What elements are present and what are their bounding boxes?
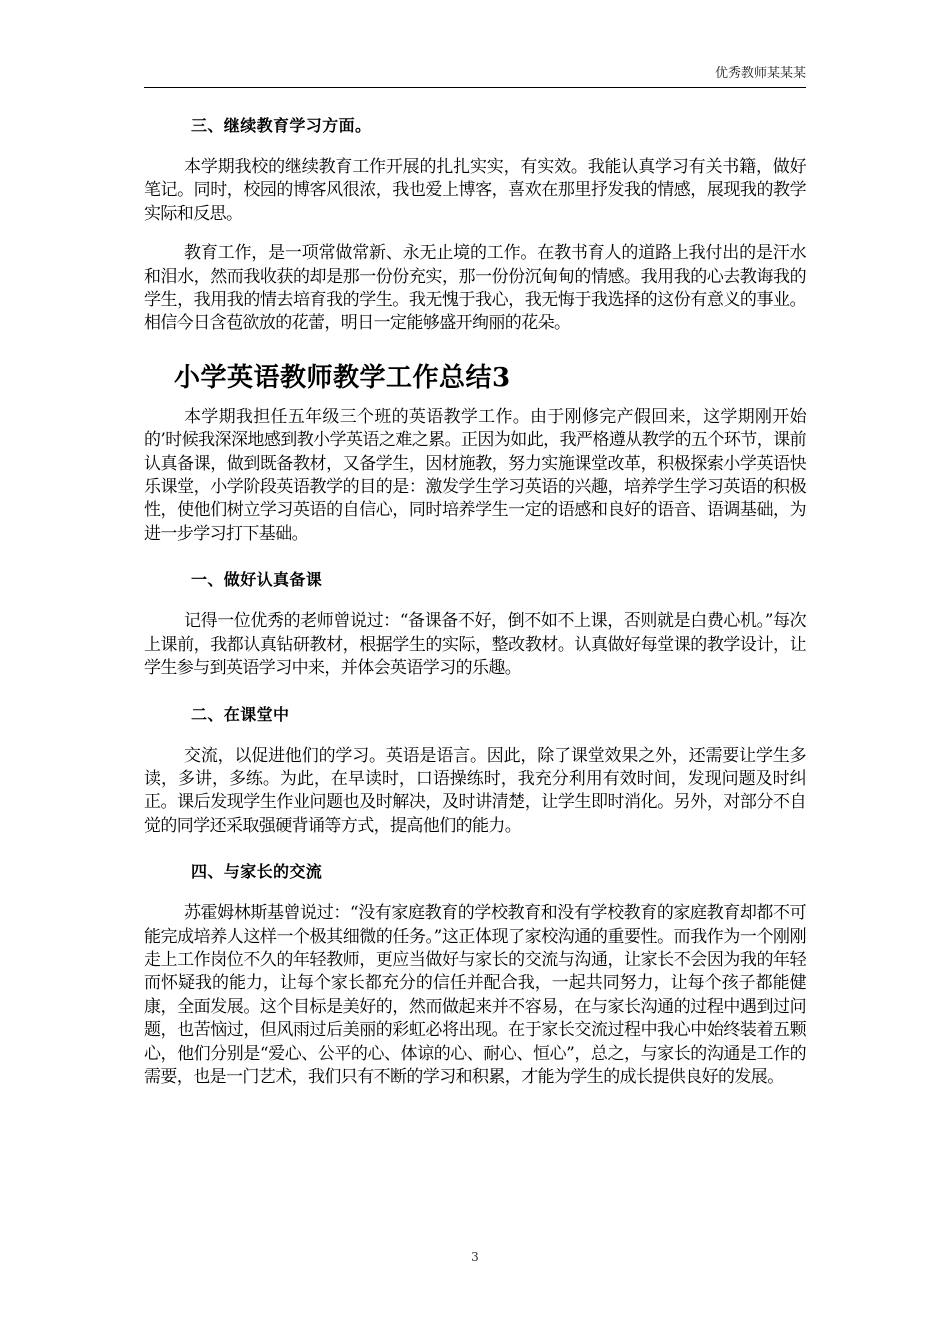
section-heading-lesson-prep: 一、做好认真备课 <box>191 570 323 590</box>
page-header-text: 优秀教师某某某 <box>714 66 806 81</box>
document-body <box>144 112 806 1089</box>
paragraph-lesson-prep: 记得一位优秀的老师曾说过：“备课备不好，倒不如不上课，否则就是白费心机。”每次上课前，我都认真钻研教材，根据学生的实际，整改教材。认真做好每堂课的教学设计，让学生参与到英语学习中来，并体会英语学习的乐趣。 <box>144 611 806 679</box>
document-main-title: 小学英语教师教学工作总结3 <box>174 362 511 393</box>
paragraph-in-class: 交流，以促进他们的学习。英语是语言。因此，除了课堂效果之外，还需要让学生多读，多讲，多练。为此，在早读时，口语操练时，我充分利用有效时间，发现问题及时纠正。课后发现学生作业问题也及时解决，及时讲清楚，让学生即时消化。另外，对部分不自觉的同学还采取强硬背诵等方式，提高他们的能力。 <box>144 745 806 836</box>
paragraph-education-work: 教育工作，是一项常做常新、永无止境的工作。在教书育人的道路上我付出的是汗水和泪水，然而我收获的却是那一份份充实，那一份份沉甸甸的情感。我用我的心去教诲我的学生，我用我的情去培育我的学生。我无愧于我心，我无悔于我选择的这份有意义的事业。相信今日含苞欲放的花蕾，明日一定能够盛开绚丽的花朵。 <box>144 243 806 334</box>
paragraph-continuing-education: 本学期我校的继续教育工作开展的扎扎实实，有实效。我能认真学习有关书籍，做好笔记。同时，校园的博客风很浓，我也爱上博客，喜欢在那里抒发我的情感，展现我的教学实际和反思。 <box>144 157 806 224</box>
section-heading-parent-communication: 四、与家长的交流 <box>191 862 323 882</box>
paragraph-intro: 本学期我担任五年级三个班的英语教学工作。由于刚修完产假回来，这学期刚开始的’时候我深深地感到教小学英语之难之累。正因为如此，我严格遵从教学的五个环节，课前认真备课，做到既备教材，又备学生，因材施教，努力实施课堂改革，积极探索小学英语快乐课堂，小学阶段英语教学的目的是：激发学生学习英语的兴趣，培养学生学习英语的积极性，使他们树立学习英语的自信心，同时培养学生一定的语感和良好的语音、语调基础，为进一步学习打下基础。 <box>144 406 806 544</box>
page-number: 3 <box>471 1250 479 1264</box>
section-heading-in-class: 二、在课堂中 <box>191 704 290 724</box>
paragraph-parent-communication: 苏霍姆林斯基曾说过：“没有家庭教育的学校教育和没有学校教育的家庭教育却都不可能完成培养人这样一个极其细微的任务。”这正体现了家校沟通的重要性。而我作为一个刚刚走上工作岗位不久的年轻教师，更应当做好与家长的交流与沟通，让家长不会因为我的年轻而怀疑我的能力，让每个家长都充分的信任并配合我，一起共同努力，让每个孩子都能健康，全面发展。这个目标是美好的，然而做起来并不容易，在与家长沟通的过程中遇到过问题，也苦恼过，但风雨过后美丽的彩虹必将出现。在于家长交流过程中我心中始终装着五颗心，他们分别是“爱心、公平的心、体谅的心、耐心、恒心”，总之，与家长的沟通是工作的需要，也是一门艺术，我们只有不断的学习和积累，才能为学生的成长提供良好的发展。 <box>144 903 806 1087</box>
header-rule <box>144 87 806 88</box>
section-heading-continuing-education: 三、继续教育学习方面。 <box>191 116 372 135</box>
